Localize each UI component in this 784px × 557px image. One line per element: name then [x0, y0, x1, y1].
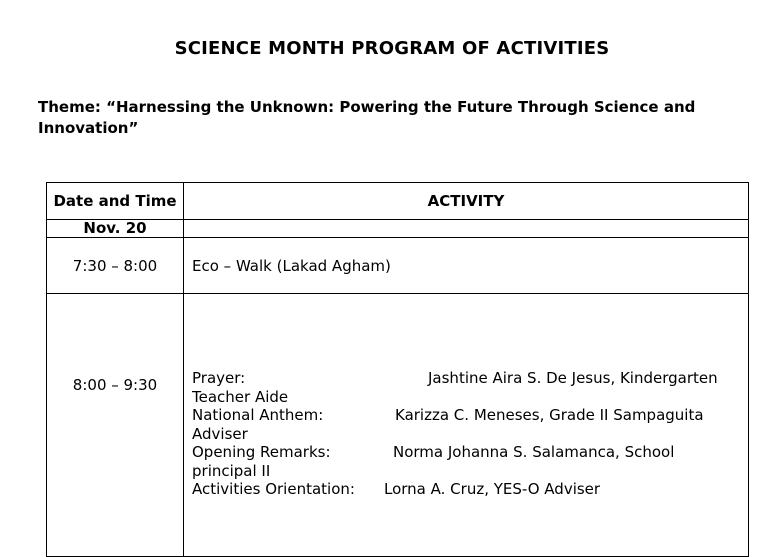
item-person: Norma Johanna S. Salamanca, School: [393, 443, 675, 462]
date-time-header: Date and Time: [47, 183, 184, 220]
item-continuation: Adviser: [192, 424, 248, 443]
table-header-row: [47, 183, 749, 220]
program-table: [46, 182, 749, 557]
date-cell: Nov. 20: [47, 220, 184, 238]
item-continuation: principal II: [192, 461, 271, 480]
program-item-activities-orientation: [192, 480, 748, 499]
item-person: Lorna A. Cruz, YES-O Adviser: [384, 480, 601, 499]
program-item-opening-remarks: [192, 443, 748, 462]
activity-cell: Eco – Walk (Lakad Agham): [184, 238, 749, 294]
activity-cell: [184, 294, 749, 557]
theme-text: Theme: “Harnessing the Unknown: Powering the Future Through Science and Innovation”: [38, 98, 696, 137]
item-person: Jashtine Aira S. De Jesus, Kindergarten: [428, 369, 718, 388]
date-row: [47, 220, 749, 238]
activity-header: ACTIVITY: [184, 183, 749, 220]
table-row: [47, 294, 749, 557]
item-label: Opening Remarks:: [192, 443, 331, 462]
date-row-empty-cell: [184, 220, 749, 238]
program-item-national-anthem: [192, 406, 748, 425]
item-person: Karizza C. Meneses, Grade II Sampaguita: [395, 406, 704, 425]
program-item-prayer: [192, 369, 748, 388]
item-label: National Anthem:: [192, 406, 324, 425]
item-label: Prayer:: [192, 369, 246, 388]
item-continuation: Teacher Aide: [192, 387, 289, 406]
document-title: SCIENCE MONTH PROGRAM OF ACTIVITIES: [174, 38, 610, 59]
item-label: Activities Orientation:: [192, 480, 355, 499]
time-cell: 7:30 – 8:00: [47, 238, 184, 294]
table-row: [47, 238, 749, 294]
time-cell: 8:00 – 9:30: [47, 294, 184, 557]
